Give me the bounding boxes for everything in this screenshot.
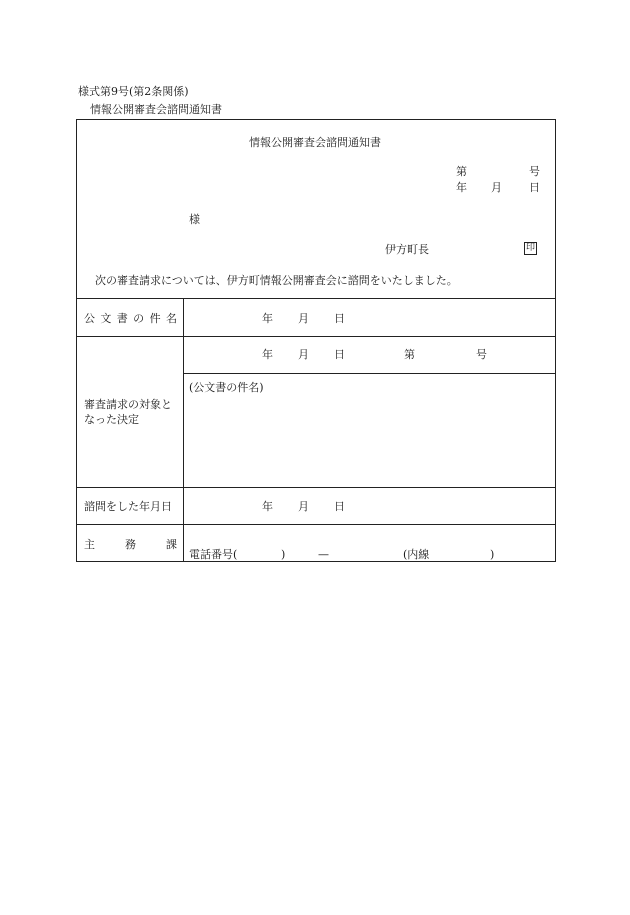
divider-notice <box>76 298 556 299</box>
phone-close: ) <box>281 548 286 561</box>
row3-label: 諮問をした年月日 <box>84 500 172 513</box>
divider-row3 <box>76 524 556 525</box>
label-char: 名 <box>165 312 177 325</box>
document-name: 情報公開審査会諮問通知書 <box>90 103 222 116</box>
seal-icon: 印 <box>525 243 535 253</box>
row1-label <box>84 313 177 324</box>
form-box <box>76 119 556 562</box>
form-number: 様式第9号(第2条関係) <box>78 85 189 98</box>
row1-year: 年 <box>262 312 273 325</box>
row1-day: 日 <box>334 312 345 325</box>
column-divider <box>183 298 184 562</box>
row2-label-line2: なった決定 <box>84 413 139 426</box>
row2-month: 月 <box>298 348 309 361</box>
addressee-sama: 様 <box>189 213 200 226</box>
notice-day: 日 <box>529 181 540 194</box>
label-char: 主 <box>84 538 95 551</box>
label-char: 公 <box>84 312 95 325</box>
sender-name: 伊方町長 <box>385 243 429 256</box>
label-char: 課 <box>166 538 177 551</box>
row4-label <box>84 539 177 550</box>
row3-year: 年 <box>262 500 273 513</box>
notice-year: 年 <box>456 181 467 194</box>
row2-subject-label: (公文書の件名) <box>189 381 264 394</box>
notice-month: 月 <box>491 181 502 194</box>
label-char: 書 <box>116 312 128 325</box>
row2-label-line1: 審査請求の対象と <box>84 398 172 411</box>
row3-month: 月 <box>298 500 309 513</box>
label-char: 務 <box>125 538 136 551</box>
label-char: の <box>133 312 145 325</box>
notice-body: 次の審査請求については、伊方町情報公開審査会に諮問をいたしました。 <box>95 274 458 287</box>
divider-row2 <box>76 487 556 488</box>
notice-go: 号 <box>529 165 540 178</box>
row2-day: 日 <box>334 348 345 361</box>
row1-month: 月 <box>298 312 309 325</box>
row2-dai: 第 <box>404 348 415 361</box>
phone-dash: — <box>318 548 329 561</box>
label-char: 文 <box>100 312 112 325</box>
divider-row2-sub <box>183 373 556 374</box>
row2-year: 年 <box>262 348 273 361</box>
label-char: 件 <box>149 312 161 325</box>
row3-day: 日 <box>334 500 345 513</box>
extension-close: ) <box>490 548 495 561</box>
extension-label: (内線 <box>403 548 430 561</box>
divider-row1 <box>76 336 556 337</box>
notice-dai: 第 <box>456 165 467 178</box>
row2-go: 号 <box>476 348 487 361</box>
phone-label: 電話番号( <box>189 548 238 561</box>
notice-title: 情報公開審査会諮問通知書 <box>249 136 381 149</box>
